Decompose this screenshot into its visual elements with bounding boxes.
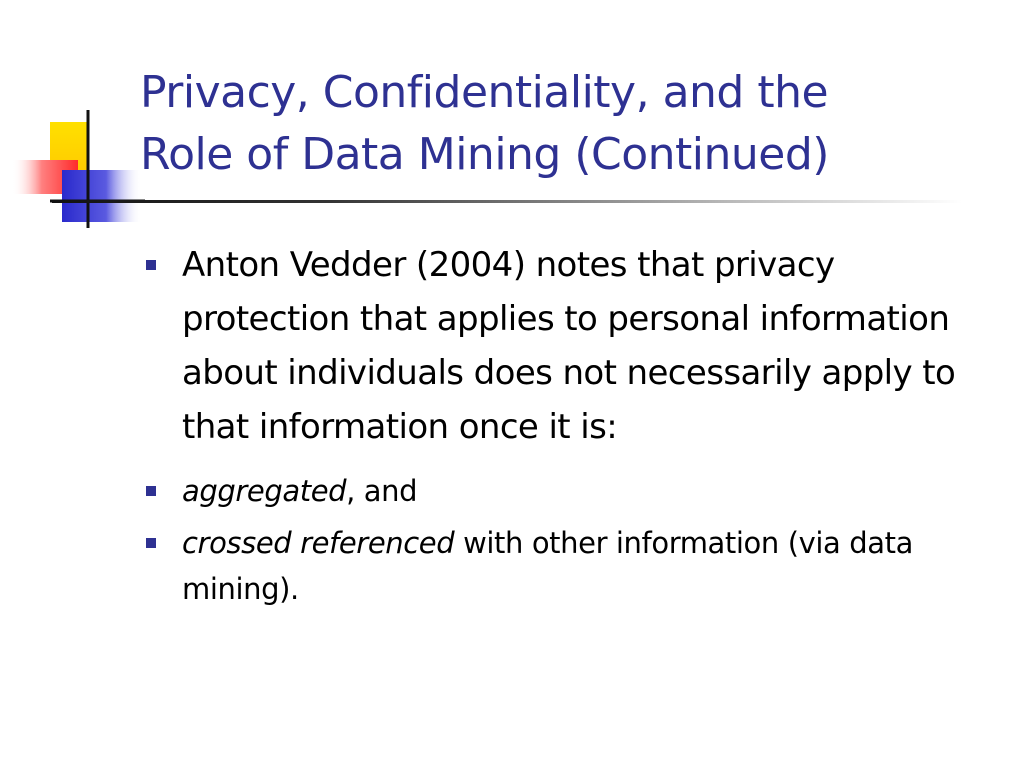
square-bullet-icon (146, 538, 156, 548)
bullet-emphasis: crossed referenced (182, 526, 455, 560)
bullet-list (146, 238, 1006, 618)
logo-blue-bar (62, 170, 142, 222)
bullet-item-vedder (146, 238, 1006, 454)
slide-title-line-2: Role of Data Mining (Continued) (140, 129, 829, 180)
title-underline (52, 200, 962, 203)
bullet-text: Anton Vedder (2004) notes that privacy protection that applies to personal information about individuals does not necessarily apply to that information once it is: (182, 245, 956, 447)
square-bullet-icon (146, 486, 156, 496)
bullet-text: with other information (via data mining). (182, 526, 913, 606)
bullet-item-aggregated (146, 468, 1006, 514)
square-bullet-icon (146, 260, 156, 270)
bullet-text: , and (346, 474, 418, 508)
decorative-squares-logo (0, 0, 150, 240)
bullet-item-cross-referenced (146, 520, 1006, 612)
slide-title (140, 62, 1000, 186)
bullet-emphasis: aggregated (182, 474, 347, 508)
slide-title-line-1: Privacy, Confidentiality, and the (140, 67, 829, 118)
